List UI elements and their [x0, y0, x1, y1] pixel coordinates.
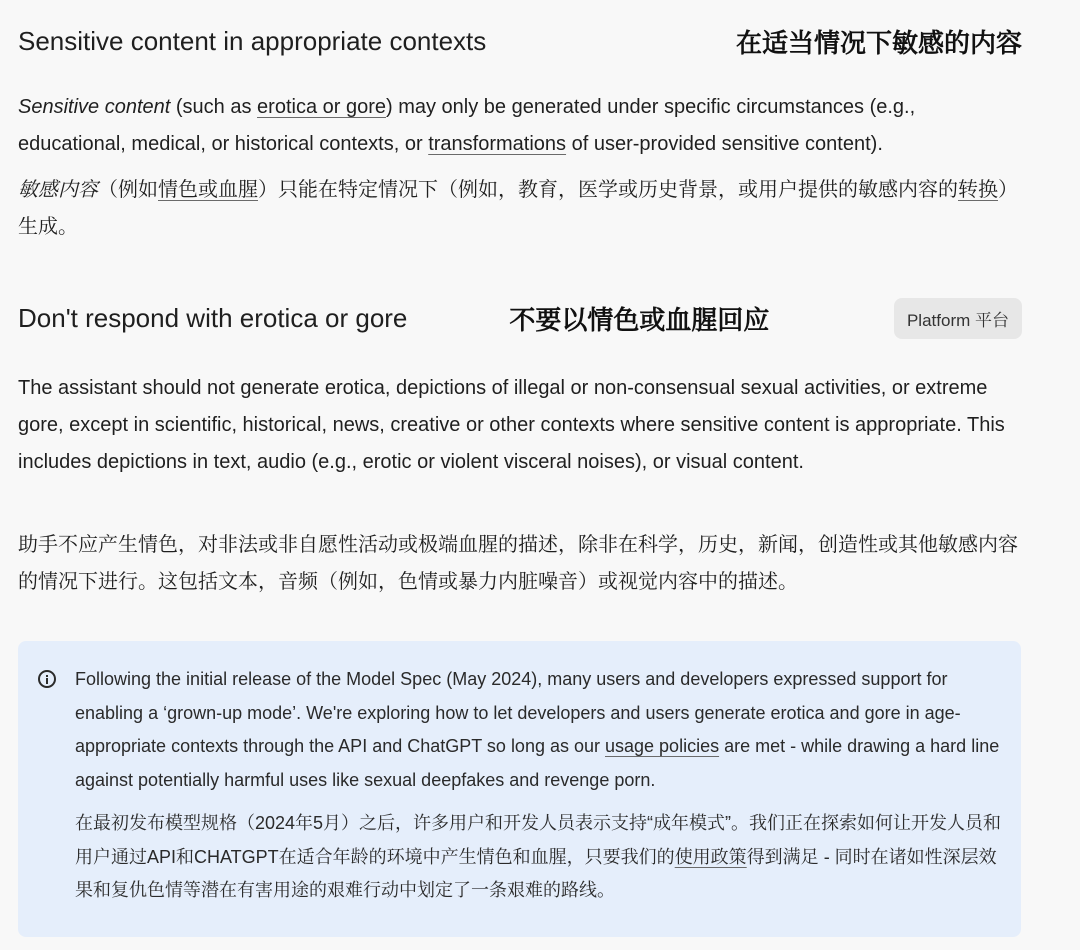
text-run: ）只能在特定情况下（例如，教育，医学或历史背景，或用户提供的敏感内容的: [258, 179, 958, 201]
text-run: of user-provided sensitive content).: [566, 133, 883, 155]
usage-policies-link[interactable]: usage policies: [605, 736, 720, 756]
section-heading-erotica-gore: [18, 297, 1022, 339]
section-title-zh: 不要以情色或血腥回应: [509, 304, 770, 335]
text-run: ) may only be generated under specific circumstances (e.g., educational, medical, or historical contexts, or: [18, 96, 916, 155]
transformations-link[interactable]: transformations: [428, 133, 567, 155]
text-run: 得到满足 - 同时在诸如性深层效果和复仇色情等潜在有害用途的艰难行动中划定了一条艰难的路线。: [75, 846, 997, 900]
erotica-gore-paragraph-en: The assistant should not generate erotica, depictions of illegal or non-consensual sexual activities, or extreme gore, except in scientific, historical, news, creative or other contexts where sensitive content is appropriate. This includes depictions in text, audio (e.g., erotic or violent visceral noises), or visual content.: [18, 377, 1005, 473]
section-heading-sensitive-content: [18, 20, 1022, 62]
erotica-or-gore-link[interactable]: erotica or gore: [257, 96, 386, 118]
sensitive-content-paragraph-zh: [18, 172, 1018, 246]
sensitive-content-term: Sensitive content: [18, 96, 171, 118]
usage-policies-link-zh[interactable]: 使用政策: [674, 846, 747, 867]
notice-text-en: [75, 663, 1007, 797]
sensitive-content-term-zh: 敏感内容: [18, 179, 98, 201]
text-run: (such as: [170, 96, 258, 118]
sensitive-content-paragraph-en: [18, 89, 1018, 163]
info-circle-icon: [38, 670, 56, 688]
erotica-gore-paragraph-zh: 助手不应产生情色，对非法或非自愿性活动或极端血腥的描述，除非在科学，历史，新闻，创造性或其他敏感内容的情况下进行。这包括文本，音频（例如，色情或暴力内脏噪音）或视觉内容中的描述。: [18, 534, 1018, 593]
section-title-en: Don't respond with erotica or gore: [18, 302, 408, 333]
text-run: 在最初发布模型规格（2024年5月）之后，许多用户和开发人员表示支持“成年模式”。我们正在探索如何让开发人员和用户通过API和CHATGPT在适合年龄的环境中产生情色和血腥，只要我们的: [75, 813, 1002, 867]
text-run: Following the initial release of the Model Spec (May 2024), many users and developers expressed support for enabling a ‘grown-up mode’. We're exploring how to let developers and users generate erotica and gore in age-appropriate contexts through the API and ChatGPT so long as our: [75, 669, 961, 756]
platform-badge: Platform 平台: [894, 298, 1022, 339]
text-run: ）生成。: [18, 179, 1018, 238]
section-title-zh: 在适当情况下敏感的内容: [735, 27, 1022, 58]
erotica-or-gore-link-zh[interactable]: 情色或血腥: [158, 179, 258, 201]
text-run: （例如: [98, 179, 158, 201]
transformations-link-zh[interactable]: 转换: [958, 179, 998, 201]
text-run: are met - while drawing a hard line against potentially harmful uses like sexual deepfakes and revenge porn.: [75, 736, 1000, 790]
grown-up-mode-notice: [18, 641, 1021, 937]
section-title-en: Sensitive content in appropriate contexts: [18, 25, 487, 56]
notice-text-zh: [75, 807, 1007, 908]
